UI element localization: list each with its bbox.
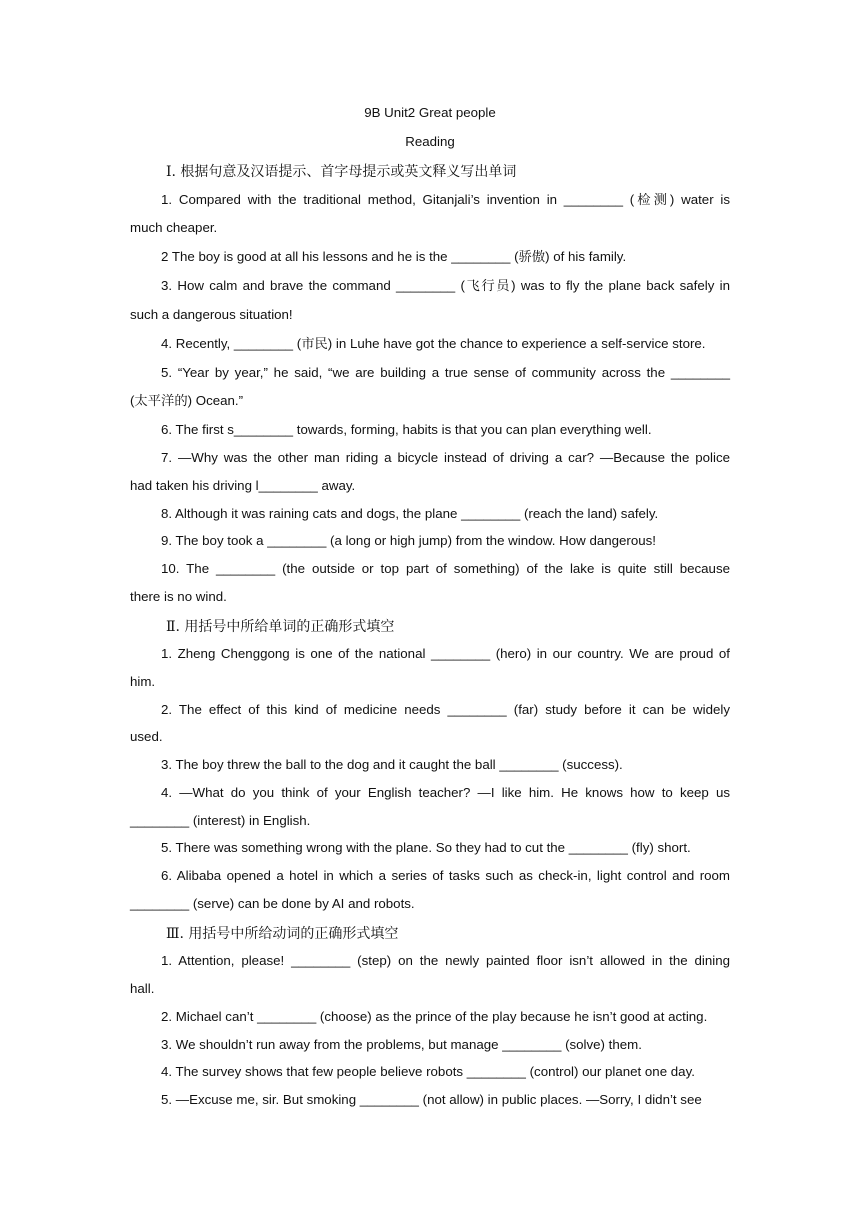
question-line: (太平洋的) Ocean.” xyxy=(130,393,244,408)
question-line: there is no wind. xyxy=(130,589,227,604)
question-line: 5. —Excuse me, sir. But smoking ________ (not allow) in public places. —Sorry, I didn’t see xyxy=(161,1092,702,1107)
question-line: 2 The boy is good at all his lessons and he is the ________ (骄傲) of his family. xyxy=(161,249,627,264)
question-line: ________ (interest) in English. xyxy=(130,813,311,828)
question-line: 4. The survey shows that few people believe robots ________ (control) our planet one day. xyxy=(161,1064,695,1079)
question-line: much cheaper. xyxy=(130,220,218,235)
question-line: 5. “Year by year,” he said, “we are building a true sense of community across the ________ xyxy=(161,365,730,380)
question-line: hall. xyxy=(130,981,155,996)
question-line: 4. Recently, ________ (市民) in Luhe have got the chance to experience a self-service store. xyxy=(161,336,706,351)
question-line: 3. The boy threw the ball to the dog and it caught the ball ________ (success). xyxy=(161,757,623,772)
question-line: 5. There was something wrong with the plane. So they had to cut the ________ (fly) short. xyxy=(161,840,691,855)
question-line: 1. Attention, please! ________ (step) on the newly painted floor isn’t allowed in the dining xyxy=(161,953,730,968)
question-line: 6. The first s________ towards, forming, habits is that you can plan everything well. xyxy=(161,422,652,437)
question-line: ________ (serve) can be done by AI and robots. xyxy=(130,896,415,911)
document-title: 9B Unit2 Great people xyxy=(364,105,496,120)
question-line: 3. How calm and brave the command ________ (飞行员) was to fly the plane back safely in xyxy=(161,278,730,293)
section-heading: Ⅰ. 根据句意及汉语提示、首字母提示或英文释义写出单词 xyxy=(166,164,517,180)
question-line: 7. —Why was the other man riding a bicycle instead of driving a car? —Because the police xyxy=(161,450,730,465)
section-heading: Ⅲ. 用括号中所给动词的正确形式填空 xyxy=(166,926,399,942)
question-line: him. xyxy=(130,674,156,689)
question-line: 2. Michael can’t ________ (choose) as the prince of the play because he isn’t good at acting. xyxy=(161,1009,708,1024)
question-line: 9. The boy took a ________ (a long or high jump) from the window. How dangerous! xyxy=(161,533,656,548)
question-line: 8. Although it was raining cats and dogs, the plane ________ (reach the land) safely. xyxy=(161,506,659,521)
question-line: used. xyxy=(130,729,163,744)
question-line: 3. We shouldn’t run away from the problems, but manage ________ (solve) them. xyxy=(161,1037,642,1052)
question-line: 1. Zheng Chenggong is one of the national ________ (hero) in our country. We are proud of xyxy=(161,646,730,661)
question-line: 6. Alibaba opened a hotel in which a series of tasks such as check-in, light control and room xyxy=(161,868,730,883)
question-line: 10. The ________ (the outside or top part of something) of the lake is quite still because xyxy=(161,561,730,576)
document-subtitle: Reading xyxy=(405,134,455,149)
section-heading: Ⅱ. 用括号中所给单词的正确形式填空 xyxy=(166,619,395,635)
question-line: such a dangerous situation! xyxy=(130,307,293,322)
question-line: 2. The effect of this kind of medicine needs ________ (far) study before it can be widely xyxy=(161,702,730,717)
question-line: had taken his driving l________ away. xyxy=(130,478,356,493)
question-line: 1. Compared with the traditional method, Gitanjali’s invention in ________ (检测) water is xyxy=(161,192,730,207)
question-line: 4. —What do you think of your English teacher? —I like him. He knows how to keep us xyxy=(161,785,730,800)
